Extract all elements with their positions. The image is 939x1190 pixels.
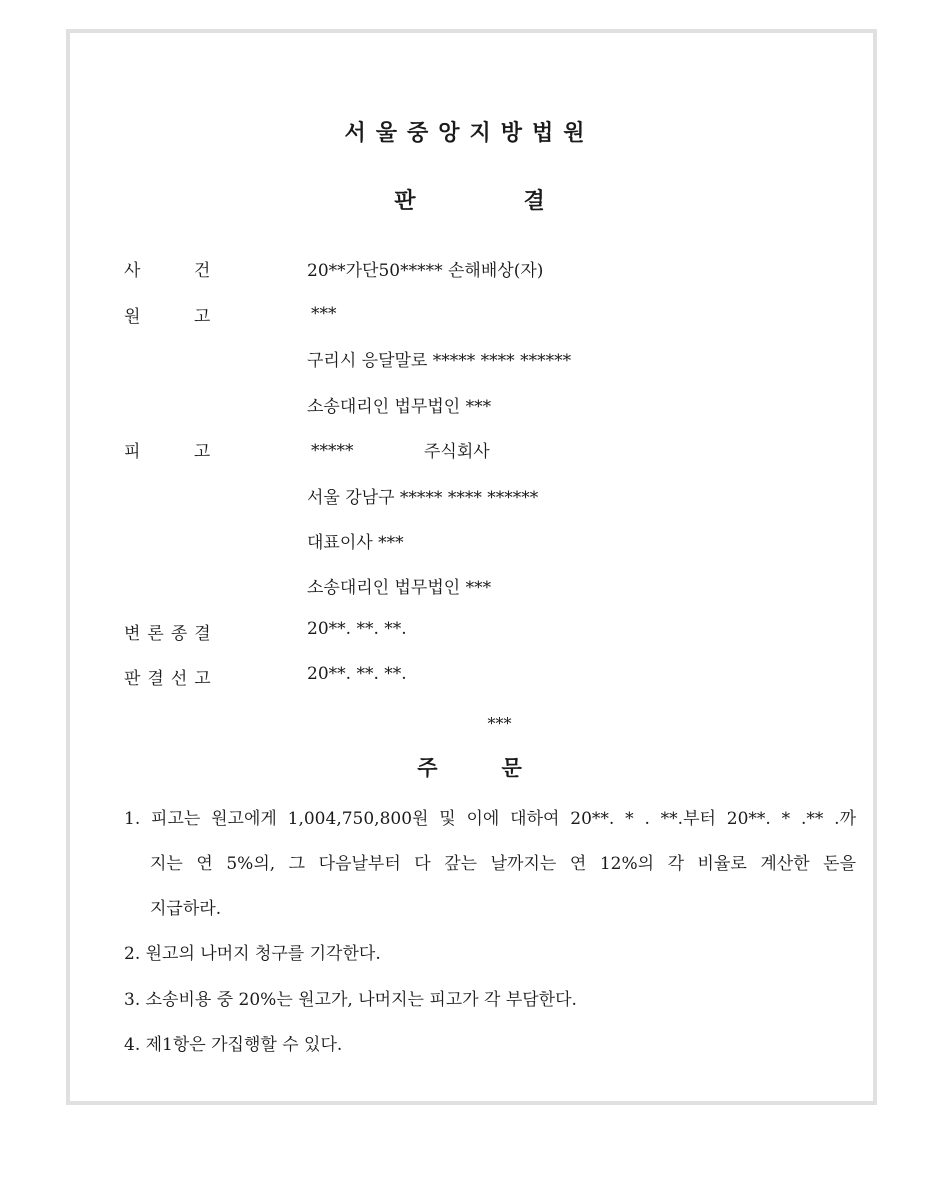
order-title-left: 주 bbox=[417, 756, 438, 780]
defendant-agent: 소송대리인 법무법인 *** bbox=[307, 578, 492, 598]
document-title bbox=[0, 184, 939, 215]
order-item-1-line-3: 지급하라. bbox=[150, 899, 222, 919]
order-title bbox=[0, 752, 939, 782]
defendant-name: ***** bbox=[311, 441, 354, 461]
defendant-address: 서울 강남구 ***** **** ****** bbox=[307, 488, 539, 508]
order-item-4: 4. 제1항은 가집행할 수 있다. bbox=[124, 1035, 343, 1055]
document-title-left: 판 bbox=[394, 189, 416, 214]
plaintiff-address: 구리시 응달말로 ***** **** ****** bbox=[307, 351, 572, 371]
order-item-2: 2. 원고의 나머지 청구를 기각한다. bbox=[124, 944, 381, 964]
defendant-representative: 대표이사 *** bbox=[307, 533, 404, 553]
plaintiff-name: *** bbox=[311, 304, 337, 324]
closing-label: 변론종결 bbox=[124, 624, 218, 644]
plaintiff-label: 원 고 bbox=[124, 307, 211, 327]
court-name: 서울중앙지방법원 bbox=[344, 121, 595, 146]
order-item-1-line-2: 지는 연 5%의, 그 다음날부터 다 갚는 날까지는 연 12%의 각 비율로 계산한 돈을 bbox=[150, 854, 856, 874]
closing-date: 20**. **. **. bbox=[307, 619, 407, 639]
case-label: 사 건 bbox=[124, 261, 211, 281]
ruling-date: 20**. **. **. bbox=[307, 664, 407, 684]
plaintiff-agent: 소송대리인 법무법인 *** bbox=[307, 397, 492, 417]
document-title-right: 결 bbox=[523, 189, 545, 214]
ruling-label: 판결선고 bbox=[124, 669, 218, 689]
order-item-3: 3. 소송비용 중 20%는 원고가, 나머지는 피고가 각 부담한다. bbox=[124, 990, 577, 1010]
defendant-type: 주식회사 bbox=[424, 442, 490, 462]
order-title-right: 문 bbox=[501, 756, 522, 780]
defendant-label: 피 고 bbox=[124, 442, 211, 462]
order-item-1-line-1: 1. 피고는 원고에게 1,004,750,800원 및 이에 대하여 20**. * . **.부터 20**. * .** .까 bbox=[124, 809, 856, 829]
judge-mask: *** bbox=[487, 714, 512, 733]
case-value: 20**가단50***** 손해배상(자) bbox=[307, 261, 544, 281]
